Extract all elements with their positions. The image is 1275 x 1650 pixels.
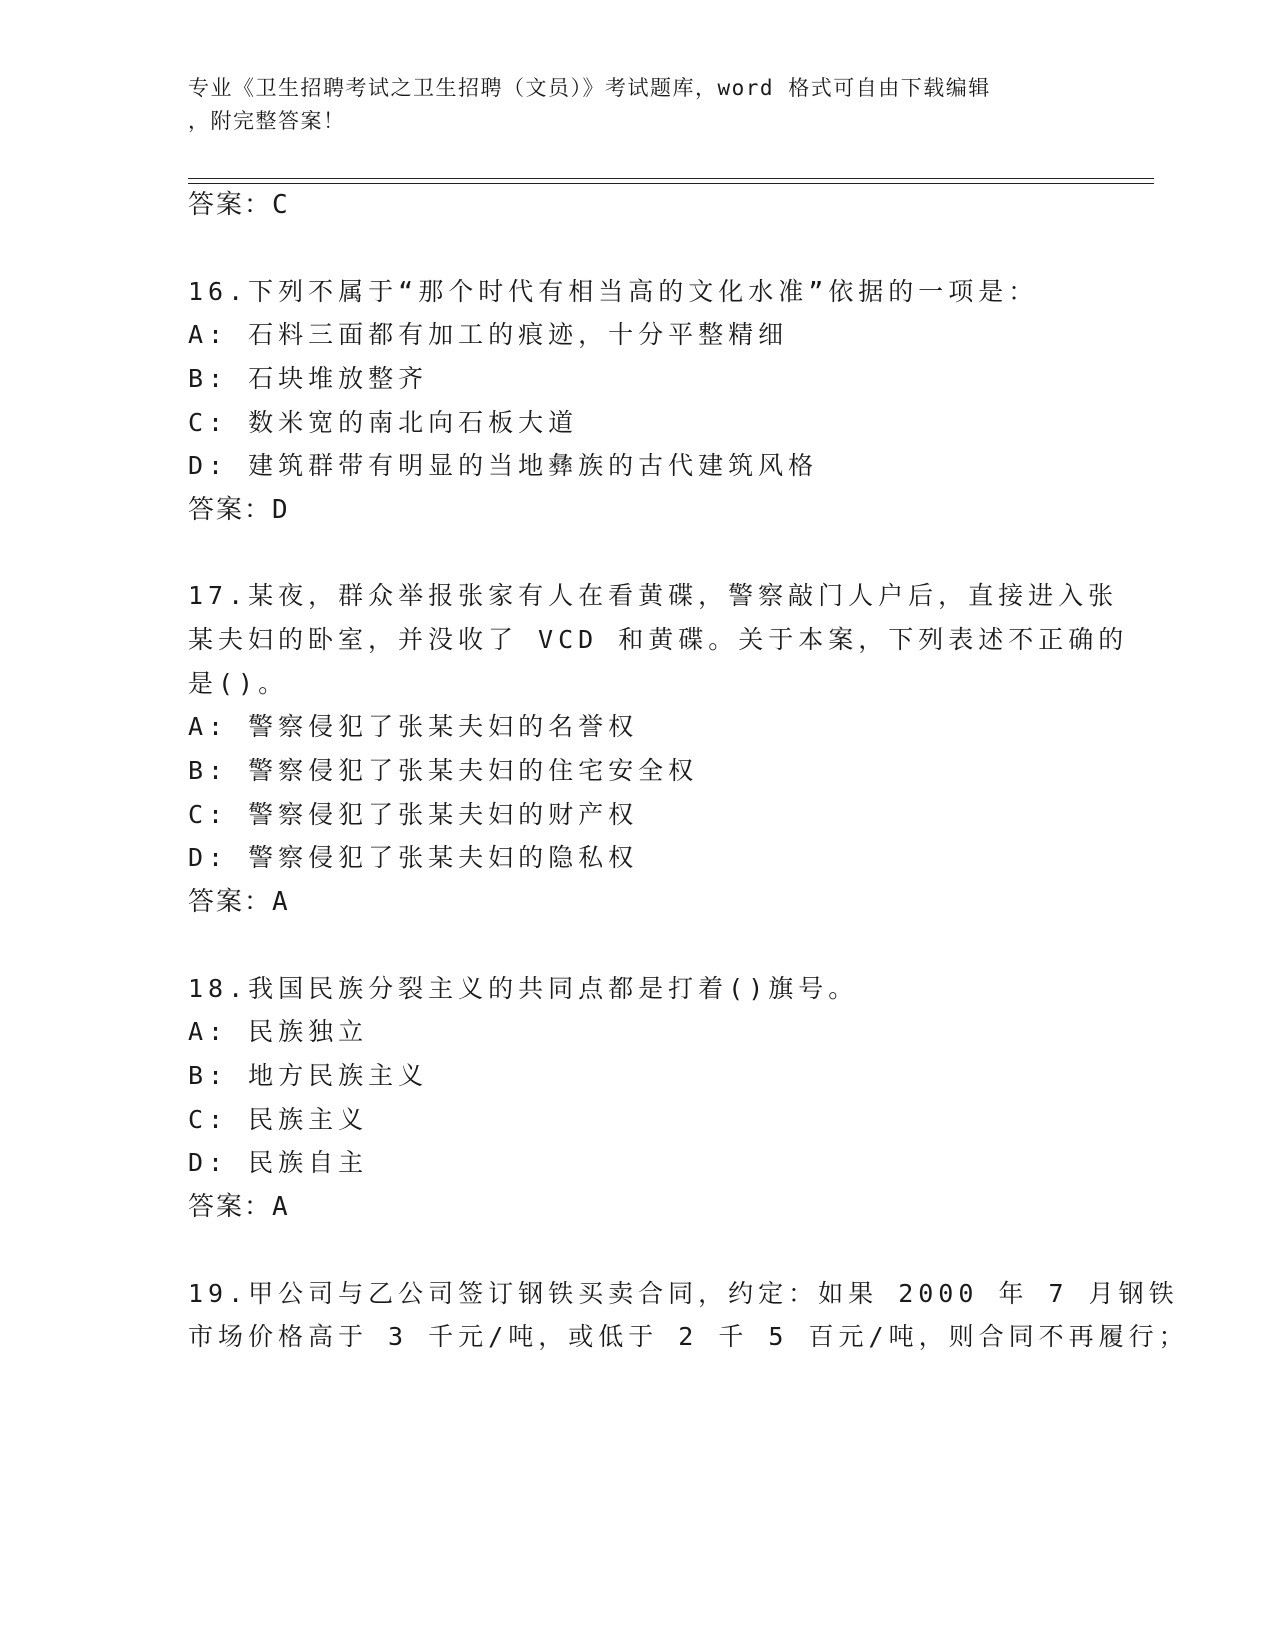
question-17-answer [188, 887, 290, 917]
question-18-stem-line-1: 18.我国民族分裂主义的共同点都是打着()旗号。 [188, 974, 859, 1003]
question-16-option-b: B: 石块堆放整齐 [188, 364, 429, 393]
answer-label: 答案： [188, 495, 273, 525]
question-18-option-a: A: 民族独立 [188, 1017, 369, 1046]
prev-answer [188, 190, 290, 220]
answer-label: 答案： [188, 1192, 273, 1222]
answer-value: D [272, 495, 290, 525]
answer-value: A [272, 887, 290, 917]
question-16-answer [188, 495, 290, 525]
header-divider-top [188, 178, 1154, 179]
question-17-option-d: D: 警察侵犯了张某夫妇的隐私权 [188, 843, 639, 872]
answer-label: 答案： [188, 190, 273, 220]
question-19-stem-line-2: 市场价格高于 3 千元/吨，或低于 2 千 5 百元/吨，则合同不再履行； [188, 1322, 1189, 1351]
question-18-option-b: B: 地方民族主义 [188, 1061, 429, 1090]
answer-value: A [272, 1192, 290, 1222]
question-18-option-d: D: 民族自主 [188, 1148, 369, 1177]
answer-label: 答案： [188, 887, 273, 917]
question-16-option-c: C: 数米宽的南北向石板大道 [188, 408, 579, 437]
header-line-1: 专业《卫生招聘考试之卫生招聘（文员）》考试题库，word 格式可自由下载编辑 [188, 76, 991, 100]
question-16-option-a: A: 石料三面都有加工的痕迹，十分平整精细 [188, 320, 789, 349]
question-17-option-c: C: 警察侵犯了张某夫妇的财产权 [188, 800, 639, 829]
question-16-option-d: D: 建筑群带有明显的当地彝族的古代建筑风格 [188, 451, 819, 480]
question-18-answer [188, 1192, 290, 1222]
question-17-stem-line-3: 是()。 [188, 669, 289, 698]
header-line-2: ，附完整答案！ [188, 109, 346, 133]
question-17-option-a: A: 警察侵犯了张某夫妇的名誉权 [188, 712, 639, 741]
header-divider-bottom [188, 183, 1154, 184]
answer-value: C [272, 190, 290, 220]
question-17-stem-line-1: 17.某夜，群众举报张家有人在看黄碟，警察敲门人户后，直接进入张 [188, 581, 1119, 610]
question-19-stem-line-1: 19.甲公司与乙公司签订钢铁买卖合同，约定：如果 2000 年 7 月钢铁 [188, 1279, 1179, 1308]
question-17-stem-line-2: 某夫妇的卧室，并没收了 VCD 和黄碟。关于本案，下列表述不正确的 [188, 625, 1129, 654]
question-17-option-b: B: 警察侵犯了张某夫妇的住宅安全权 [188, 756, 699, 785]
question-18-option-c: C: 民族主义 [188, 1105, 369, 1134]
question-16-stem-line-1: 16.下列不属于“那个时代有相当高的文化水准”依据的一项是： [188, 277, 1039, 306]
document-header [188, 72, 1068, 138]
